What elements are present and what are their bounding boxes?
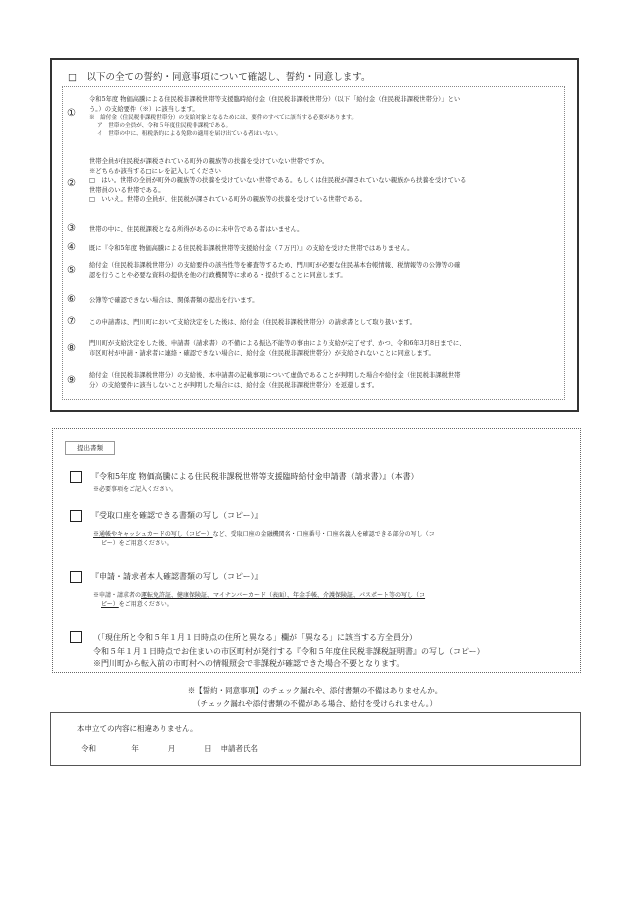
doc-note-underlined: ※通帳やキャッシュカードの写し（コピー） [93,531,213,538]
item-text: 給付金（住民税非課税世帯分）の支給後、本申請書の記載事項について虚偽であることが判明した場合や給付金（住民税非課税世帯 [89,372,461,379]
doc-title: 『申請・請求者本人確認書類の写し（コピー）』 [91,572,263,581]
item-text: 市区町村が申請・請求者に連絡・確認できない場合に、給付金（住民税非課税世帯分）が支給されないことに同意します。 [89,349,435,357]
item-note: ア 世帯の全員が、令和５年度住民税非課税である。 [97,123,232,129]
option-yes[interactable]: □ はい。世帯の全員が町外の親族等の扶養を受けていない世帯である。もしくは住民税が課されていない親族から扶養を受けている [89,177,467,184]
pledge-item [63,315,564,329]
pledge-item [63,293,564,307]
item-number: ⑥ [67,294,76,305]
year-label: 年 [131,744,139,753]
doc-checkbox-bank-account[interactable] [70,510,82,522]
item-number: ③ [67,223,76,234]
doc-note-text: ※申請・請求者の [93,592,142,599]
doc-note-text: など、受取口座の金融機関名・口座番号・口座名義人を確認できる部分の写し（コ [212,531,435,538]
day-label: 日 [204,744,212,753]
doc-title: 『令和5年度 物価高騰による住民税非課税世帯等支援臨時給付金申請書（請求書）』（本書） [91,472,419,481]
footer-note: （チェック漏れや添付書類の不備がある場合、給付を受けられません。） [193,699,437,708]
item-text: 世帯全員が住民税が課税されている町外の親族等の扶養を受けていない世帯ですか。 [89,158,329,165]
item-number: ⑤ [67,265,76,276]
pledge-item [63,241,564,255]
pledge-item [63,259,564,283]
era-label: 令和 [81,744,96,753]
doc-note [93,591,563,609]
doc-checkbox-tax-certificate[interactable] [70,631,82,643]
pledge-item [63,337,564,361]
pledge-item [63,93,564,139]
item-text: 令和5年度 物価高騰による住民税非課税世帯等支援臨時給付金（住民税非課税世帯分）（以下「給付金（住民税非課税世帯分）」とい [89,96,461,103]
pledge-list [62,86,565,400]
pledge-item [63,222,564,236]
item-text: 認を行うことや必要な資料の提供を他の行政機関等に求める・提供することに同意します。 [89,271,347,279]
option-no[interactable]: □ いいえ。世帯の全員が、住民税が課されている町外の親族等の扶養を受けている世帯である。 [89,196,367,203]
item-text: この申請書は、門川町において支給決定をした後は、給付金（住民税非課税世帯分）の請求書として取り扱います。 [89,319,416,326]
signer-label[interactable]: 申請者氏名 [220,744,259,753]
item-note: ※ 給付金（住民税非課税世帯分）の支給対象となるためには、要件のすべてに該当する必要があります。 [89,115,357,121]
doc-checkbox-application[interactable] [70,471,82,483]
item-number: ④ [67,242,76,253]
doc-line: 令和５年１月１日時点でお住まいの市区町村が発行する『令和５年度住民税非課税証明書』の写し（コピー） [93,647,485,656]
doc-note-text: ピー）をご用意ください。 [101,540,173,547]
doc-note: ※必要事項をご記入ください。 [93,486,178,493]
pledge-box [50,58,579,412]
signature-row [81,743,258,754]
item-number: ① [67,108,76,119]
item-number: ⑨ [67,375,76,386]
item-number: ⑧ [67,343,76,354]
doc-note-underlined: 運転免許証、健康保険証、マイナンバーカード（表面）、年金手帳、介護保険証、パスポート等の写し（コ [141,592,426,599]
doc-note-underlined: ピー） [101,601,119,608]
doc-line: ※門川町から転入前の市町村への情報照会で非課税が確認できた場合不要となります。 [93,659,405,668]
doc-note [93,530,563,548]
documents-box [52,428,581,673]
doc-title: （「現住所と令和５年１月１日時点の住所と異なる」欄が「異なる」に該当する方全員分） [93,633,417,642]
item-text: う。）の支給要件（※）に該当します。 [89,105,199,113]
item-text: 公簿等で確認できない場合は、関係書類の提出を行います。 [89,297,259,304]
item-number: ② [67,178,76,189]
doc-checkbox-identity[interactable] [70,571,82,583]
item-note: イ 世帯の中に、租税条約による免除の適用を届け出ている者はいない。 [97,131,282,137]
item-text: 門川町が支給決定をした後、申請書（請求書）の不備による振込不能等の事由により支給が完了せず、かつ、令和6年3月8日までに、 [89,340,466,347]
item-text: 世帯の中に、住民税課税となる所得があるのに未申告である者はいません。 [89,226,304,233]
month-label: 月 [167,744,176,753]
item-text: 世帯員のいる世帯である。 [89,186,165,194]
confirm-text: 本申立ての内容に相違ありません。 [77,724,198,733]
doc-note-text: をご用意ください。 [118,601,173,608]
pledge-item [63,157,564,211]
item-text: 分）の支給要件に該当しないことが判明した場合には、給付金（住民税非課税世帯分）を返還します。 [89,381,379,389]
documents-label: 提出書類 [65,441,115,455]
pledge-item [63,369,564,395]
item-text: 既に『令和5年度 物価高騰による住民税非課税世帯等支援給付金（７万円）』の支給を受けた世帯ではありません。 [89,245,414,252]
item-text: ※どちらか該当する□にレを記入してください [89,167,221,175]
footer-note: ※【誓約・同意事項】のチェック漏れや、添付書類の不備はありませんか。 [187,686,443,695]
confirm-box [50,712,581,766]
item-text: 給付金（住民税非課税世帯分）の支給要件の該当性等を審査等するため、門川町が必要な住民基本台帳情報、税情報等の公簿等の確 [89,262,461,269]
doc-title: 『受取口座を確認できる書類の写し（コピー）』 [91,511,263,520]
pledge-header[interactable]: □ 以下の全ての誓約・同意事項について確認し、誓約・同意します。 [68,72,371,83]
item-number: ⑦ [67,316,76,327]
